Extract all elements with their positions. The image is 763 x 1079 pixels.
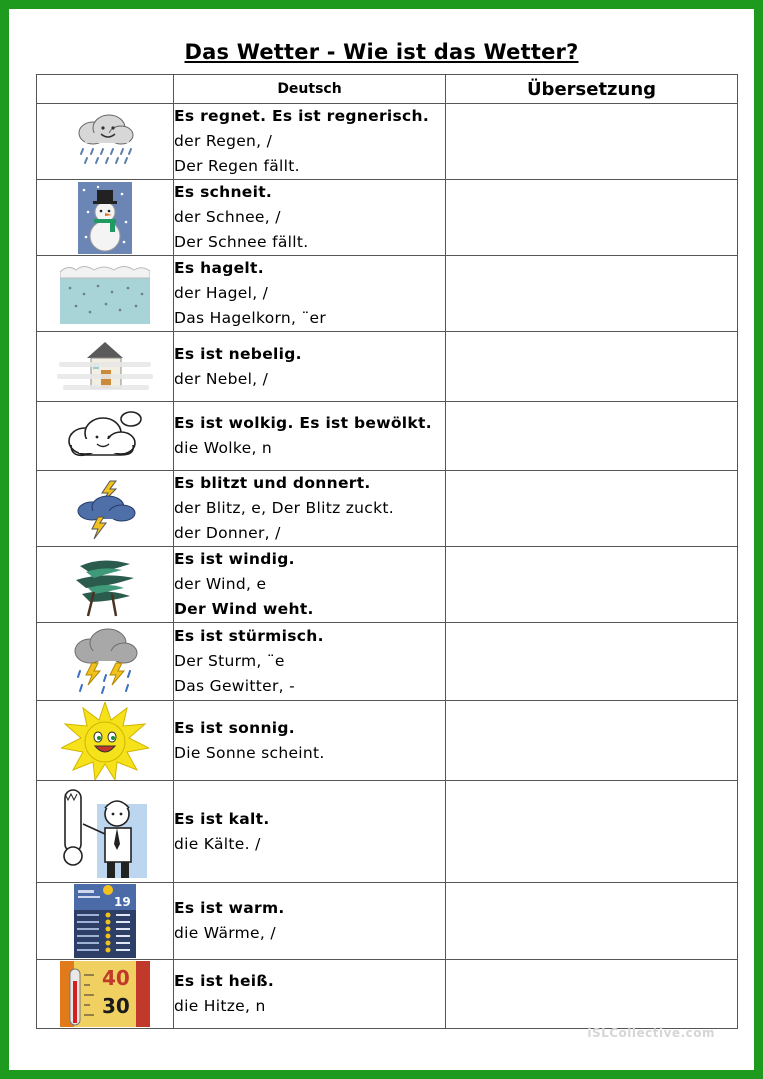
table-row	[37, 547, 738, 623]
translation-cell[interactable]	[446, 960, 738, 1029]
table-row	[37, 332, 738, 402]
phrase-bold: Es ist wolkig. Es ist bewölkt.	[174, 414, 432, 432]
snowman-icon	[78, 182, 132, 254]
image-cell	[37, 332, 174, 402]
phrase-line: Das Hagelkorn, ¨er	[174, 309, 327, 327]
deutsch-cell	[174, 332, 446, 402]
deutsch-cell	[174, 256, 446, 332]
phrase-line: der Wind, e	[174, 575, 267, 593]
phrase-line: der Hagel, /	[174, 284, 269, 302]
phrase-bold: Es ist warm.	[174, 899, 285, 917]
deutsch-cell	[174, 402, 446, 471]
phrase-line: die Kälte. /	[174, 834, 261, 853]
page-title: Das Wetter - Wie ist das Wetter?	[184, 40, 579, 64]
phrase-line: die Wärme, /	[174, 924, 276, 942]
phrase-line: der Schnee, /	[174, 208, 281, 226]
phrase-line: der Regen, /	[174, 132, 273, 150]
phrase-line: der Blitz, e, Der Blitz zuckt.	[174, 499, 394, 517]
phrase-line: Der Schnee fällt.	[174, 233, 309, 251]
table-row	[37, 623, 738, 701]
forecast-temp: 19	[114, 895, 131, 909]
fog-house-icon	[57, 338, 153, 396]
table-row	[37, 883, 738, 960]
image-cell	[37, 402, 174, 471]
phrase-line: die Wolke, n	[174, 439, 273, 457]
phrase-line: die Hitze, n	[174, 997, 266, 1015]
thermo-label-30: 30	[102, 994, 130, 1018]
image-cell	[37, 180, 174, 256]
image-cell	[37, 623, 174, 701]
weather-table	[36, 74, 738, 1029]
deutsch-cell	[174, 471, 446, 547]
deutsch-cell	[174, 883, 446, 960]
deutsch-cell	[174, 104, 446, 180]
phrase-bold: Es regnet. Es ist regnerisch.	[174, 107, 430, 125]
table-row	[37, 701, 738, 781]
phrase-bold: Es ist kalt.	[174, 809, 270, 828]
phrase-line: Der Regen fällt.	[174, 157, 300, 175]
phrase-line: Die Sonne scheint.	[174, 743, 325, 762]
table-row	[37, 256, 738, 332]
phrase-line: der Nebel, /	[174, 369, 269, 388]
image-cell	[37, 701, 174, 781]
deutsch-cell	[174, 180, 446, 256]
watermark: iSLCollective.com	[587, 1026, 715, 1040]
phrase-bold: Es ist windig.	[174, 550, 295, 568]
table-row	[37, 402, 738, 471]
phrase-bold: Es blitzt und donnert.	[174, 474, 371, 492]
translation-cell[interactable]	[446, 104, 738, 180]
image-cell	[37, 547, 174, 623]
cloud-icon	[65, 409, 145, 463]
header-image-cell	[37, 75, 174, 104]
translation-cell[interactable]	[446, 332, 738, 402]
translation-cell[interactable]	[446, 402, 738, 471]
phrase-line: der Donner, /	[174, 524, 281, 542]
phrase-bold: Es ist nebelig.	[174, 344, 302, 363]
thermo-label-40: 40	[102, 966, 130, 990]
phrase-bold: Der Wind weht.	[174, 600, 314, 618]
phrase-bold: Es schneit.	[174, 183, 273, 201]
table-row	[37, 960, 738, 1029]
image-cell	[37, 883, 174, 960]
rain-cloud-icon	[73, 113, 137, 171]
header-deutsch: Deutsch	[174, 75, 446, 104]
deutsch-cell	[174, 960, 446, 1029]
image-cell	[37, 781, 174, 883]
header-uebersetzung: Übersetzung	[446, 75, 738, 104]
image-cell	[37, 960, 174, 1029]
translation-cell[interactable]	[446, 623, 738, 701]
deutsch-cell	[174, 623, 446, 701]
weather-forecast-icon	[74, 884, 136, 958]
wind-icon	[72, 552, 138, 618]
phrase-bold: Es ist sonnig.	[174, 718, 295, 737]
deutsch-cell	[174, 701, 446, 781]
translation-cell[interactable]	[446, 256, 738, 332]
deutsch-cell	[174, 781, 446, 883]
phrase-bold: Es ist stürmisch.	[174, 627, 324, 645]
phrase-line: Das Gewitter, -	[174, 677, 295, 695]
sun-icon	[61, 702, 149, 780]
hail-icon	[60, 264, 150, 324]
table-header-row	[37, 75, 738, 104]
cold-man-thermometer-icon	[59, 784, 151, 880]
image-cell	[37, 471, 174, 547]
translation-cell[interactable]	[446, 883, 738, 960]
translation-cell[interactable]	[446, 547, 738, 623]
table-row	[37, 180, 738, 256]
storm-icon	[70, 627, 140, 697]
hot-thermometer-icon	[60, 961, 150, 1027]
phrase-line: Der Sturm, ¨e	[174, 652, 285, 670]
image-cell	[37, 104, 174, 180]
translation-cell[interactable]	[446, 471, 738, 547]
translation-cell[interactable]	[446, 180, 738, 256]
translation-cell[interactable]	[446, 781, 738, 883]
table-row	[37, 471, 738, 547]
table-row	[37, 104, 738, 180]
phrase-bold: Es ist heiß.	[174, 972, 275, 990]
phrase-bold: Es hagelt.	[174, 259, 264, 277]
deutsch-cell	[174, 547, 446, 623]
image-cell	[37, 256, 174, 332]
table-row	[37, 781, 738, 883]
translation-cell[interactable]	[446, 701, 738, 781]
thunderstorm-icon	[72, 479, 138, 539]
